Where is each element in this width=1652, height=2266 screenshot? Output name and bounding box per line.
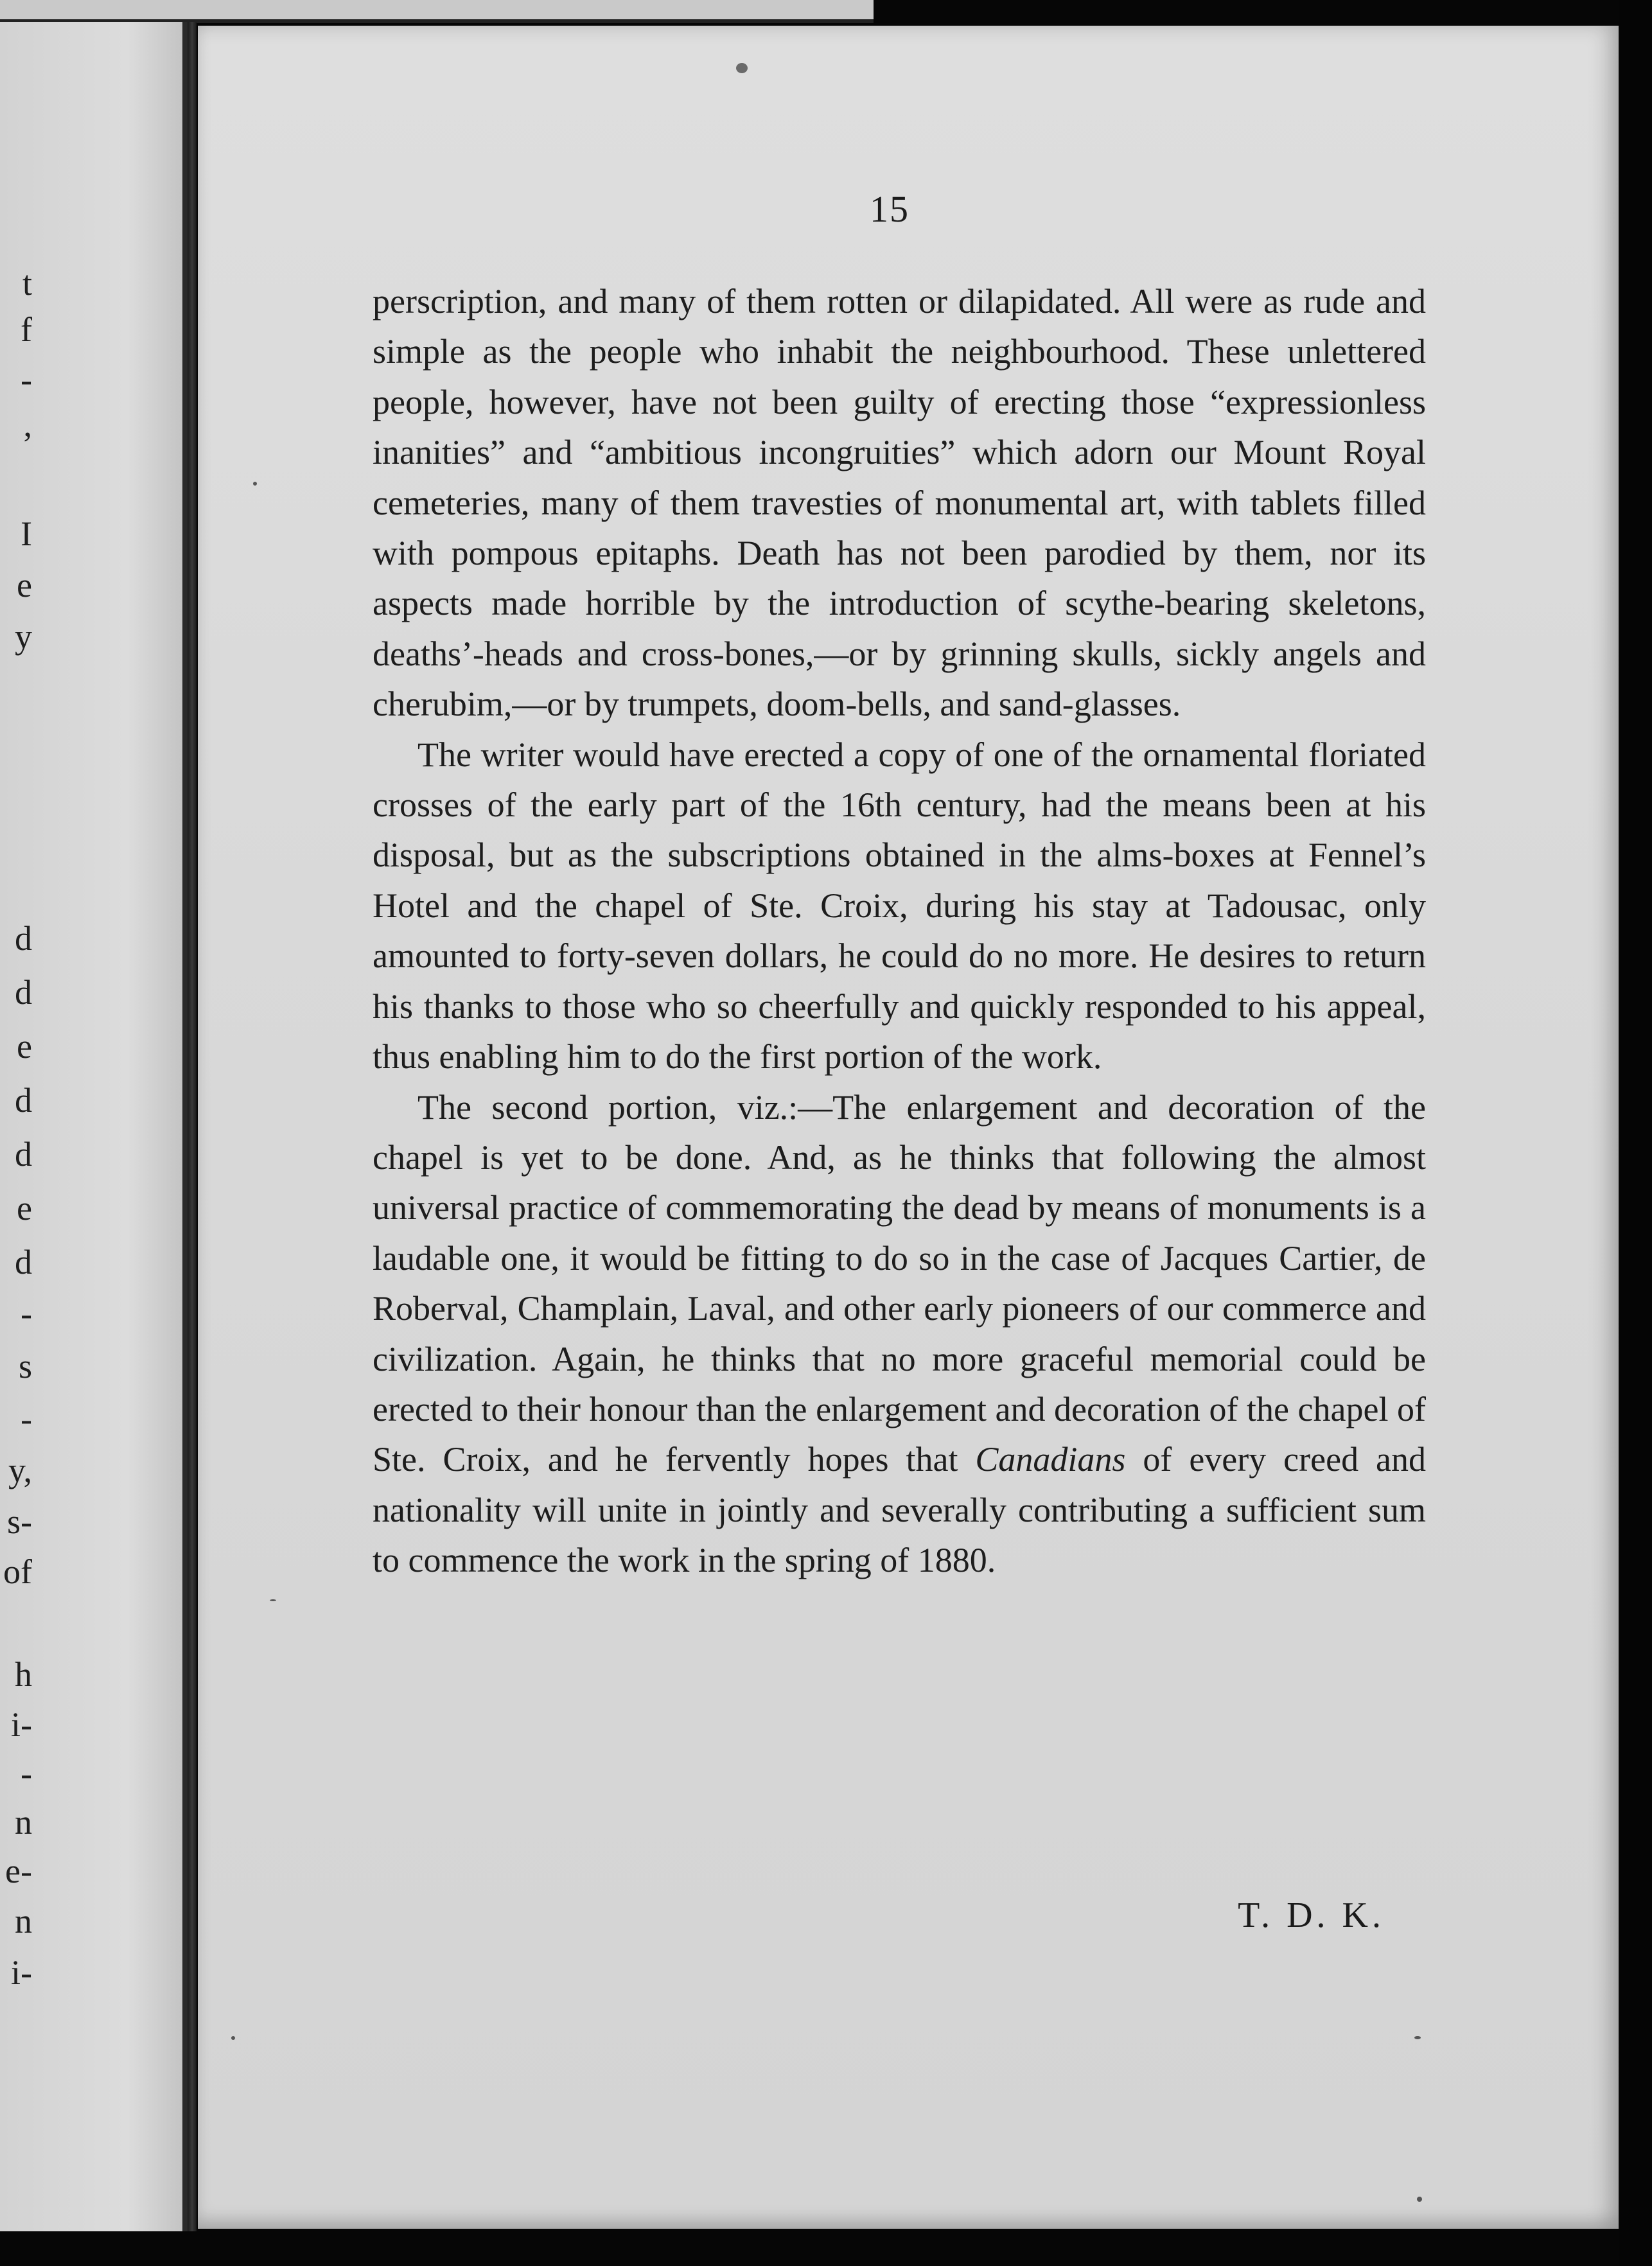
body-text bbox=[373, 276, 1426, 1586]
paper-speck bbox=[736, 63, 748, 73]
left-fragment: d bbox=[15, 919, 32, 958]
left-fragment: d bbox=[15, 1081, 32, 1120]
paper-speck bbox=[231, 2036, 235, 2040]
left-fragment: d bbox=[15, 973, 32, 1012]
paper-speck bbox=[270, 1599, 276, 1601]
left-fragment: - bbox=[21, 1294, 32, 1333]
left-fragment: d bbox=[15, 1243, 32, 1281]
paragraph-3-italic-word: Canadians bbox=[975, 1440, 1126, 1479]
left-fragment: e bbox=[17, 566, 32, 604]
left-fragment: f bbox=[21, 310, 32, 349]
left-page-text-fragments bbox=[0, 22, 39, 2231]
left-fragment: t bbox=[22, 264, 32, 303]
left-fragment: e- bbox=[5, 1852, 32, 1890]
left-fragment: y, bbox=[8, 1451, 32, 1489]
left-fragment: e bbox=[17, 1027, 32, 1066]
left-fragment: s- bbox=[7, 1502, 32, 1541]
left-fragment: - bbox=[21, 1400, 32, 1438]
author-signature: T. D. K. bbox=[1238, 1895, 1385, 1935]
paragraph-2 bbox=[373, 730, 1426, 1082]
paragraph-1-text: perscription, and many of them rotten or dilapidated. All were as rude and simple as the people who inhabit the neighbourhood. These unlettered people, however, have not been guilty of erecting those “expressionless inanities” and “ambitious incongruities” which adorn our Mount Royal cemeteries, many of them travesties of monumental art, with tablets filled with pompous epitaphs. Death has not been parodied by them, nor its aspects made horrible by the introduction of scythe-bearing skeletons, deaths’-heads and cross-bones,—or by grinning skulls, sickly angels and cherubim,—or by trumpets, doom-bells, and sand-glasses. bbox=[373, 282, 1426, 724]
left-fragment: I bbox=[21, 514, 32, 553]
scanner-top-strip bbox=[0, 0, 874, 23]
paper-speck bbox=[253, 482, 257, 486]
left-fragment: n bbox=[15, 1803, 32, 1841]
left-fragment: s bbox=[18, 1347, 32, 1385]
left-fragment: d bbox=[15, 1135, 32, 1173]
paragraph-3 bbox=[373, 1082, 1426, 1586]
left-fragment: i- bbox=[11, 1953, 32, 1992]
paragraph-2-text: The writer would have erected a copy of one of the ornamental floriated crosses of the early part of the 16th century, had the means been at his disposal, but as the subscriptions obtained in the alms-boxes at Fennel’s Hotel and the chapel of Ste. Croix, during his stay at Tadousac, only amounted to forty-seven dollars, he could do no more. He desires to return his thanks to those who so cheerfully and quickly responded to his appeal, thus enabling him to do the first portion of the work. bbox=[373, 735, 1426, 1076]
page-number: 15 bbox=[870, 188, 909, 230]
left-facing-page bbox=[0, 22, 188, 2231]
left-fragment: n bbox=[15, 1902, 32, 1940]
left-fragment: e bbox=[17, 1189, 32, 1227]
left-fragment: of bbox=[3, 1552, 32, 1591]
left-fragment: y bbox=[15, 617, 32, 656]
left-fragment: - bbox=[21, 1754, 32, 1793]
left-fragment: - bbox=[21, 360, 32, 399]
book-gutter bbox=[188, 22, 197, 2231]
left-fragment: i- bbox=[11, 1705, 32, 1744]
paragraph-1 bbox=[373, 276, 1426, 730]
paragraph-3-text-end: of every creed and nationality will unite in jointly and severally contributing a sufficient sum to commence the work in the spring of 1880. bbox=[373, 1440, 1426, 1580]
paper-speck bbox=[1417, 2197, 1422, 2202]
scanner-right-edge bbox=[1619, 0, 1652, 2266]
paper-speck bbox=[1414, 2036, 1421, 2039]
paragraph-3-text-start: The second portion, viz.:—The enlargement and decoration of the chapel is yet to be done. And, as he thinks that following the almost universal practice of commemorating the dead by means of monuments is a laudable one, it would be fitting to do so in the case of Jacques Cartier, de Roberval, Champlain, Laval, and other early pioneers of our commerce and civilization. Again, he thinks that no more graceful memorial could be erected to their honour than the enlargement and decoration of the chapel of Ste. Croix, and he fervently hopes that bbox=[373, 1087, 1426, 1479]
left-fragment: , bbox=[23, 405, 32, 444]
left-fragment: h bbox=[15, 1655, 32, 1694]
